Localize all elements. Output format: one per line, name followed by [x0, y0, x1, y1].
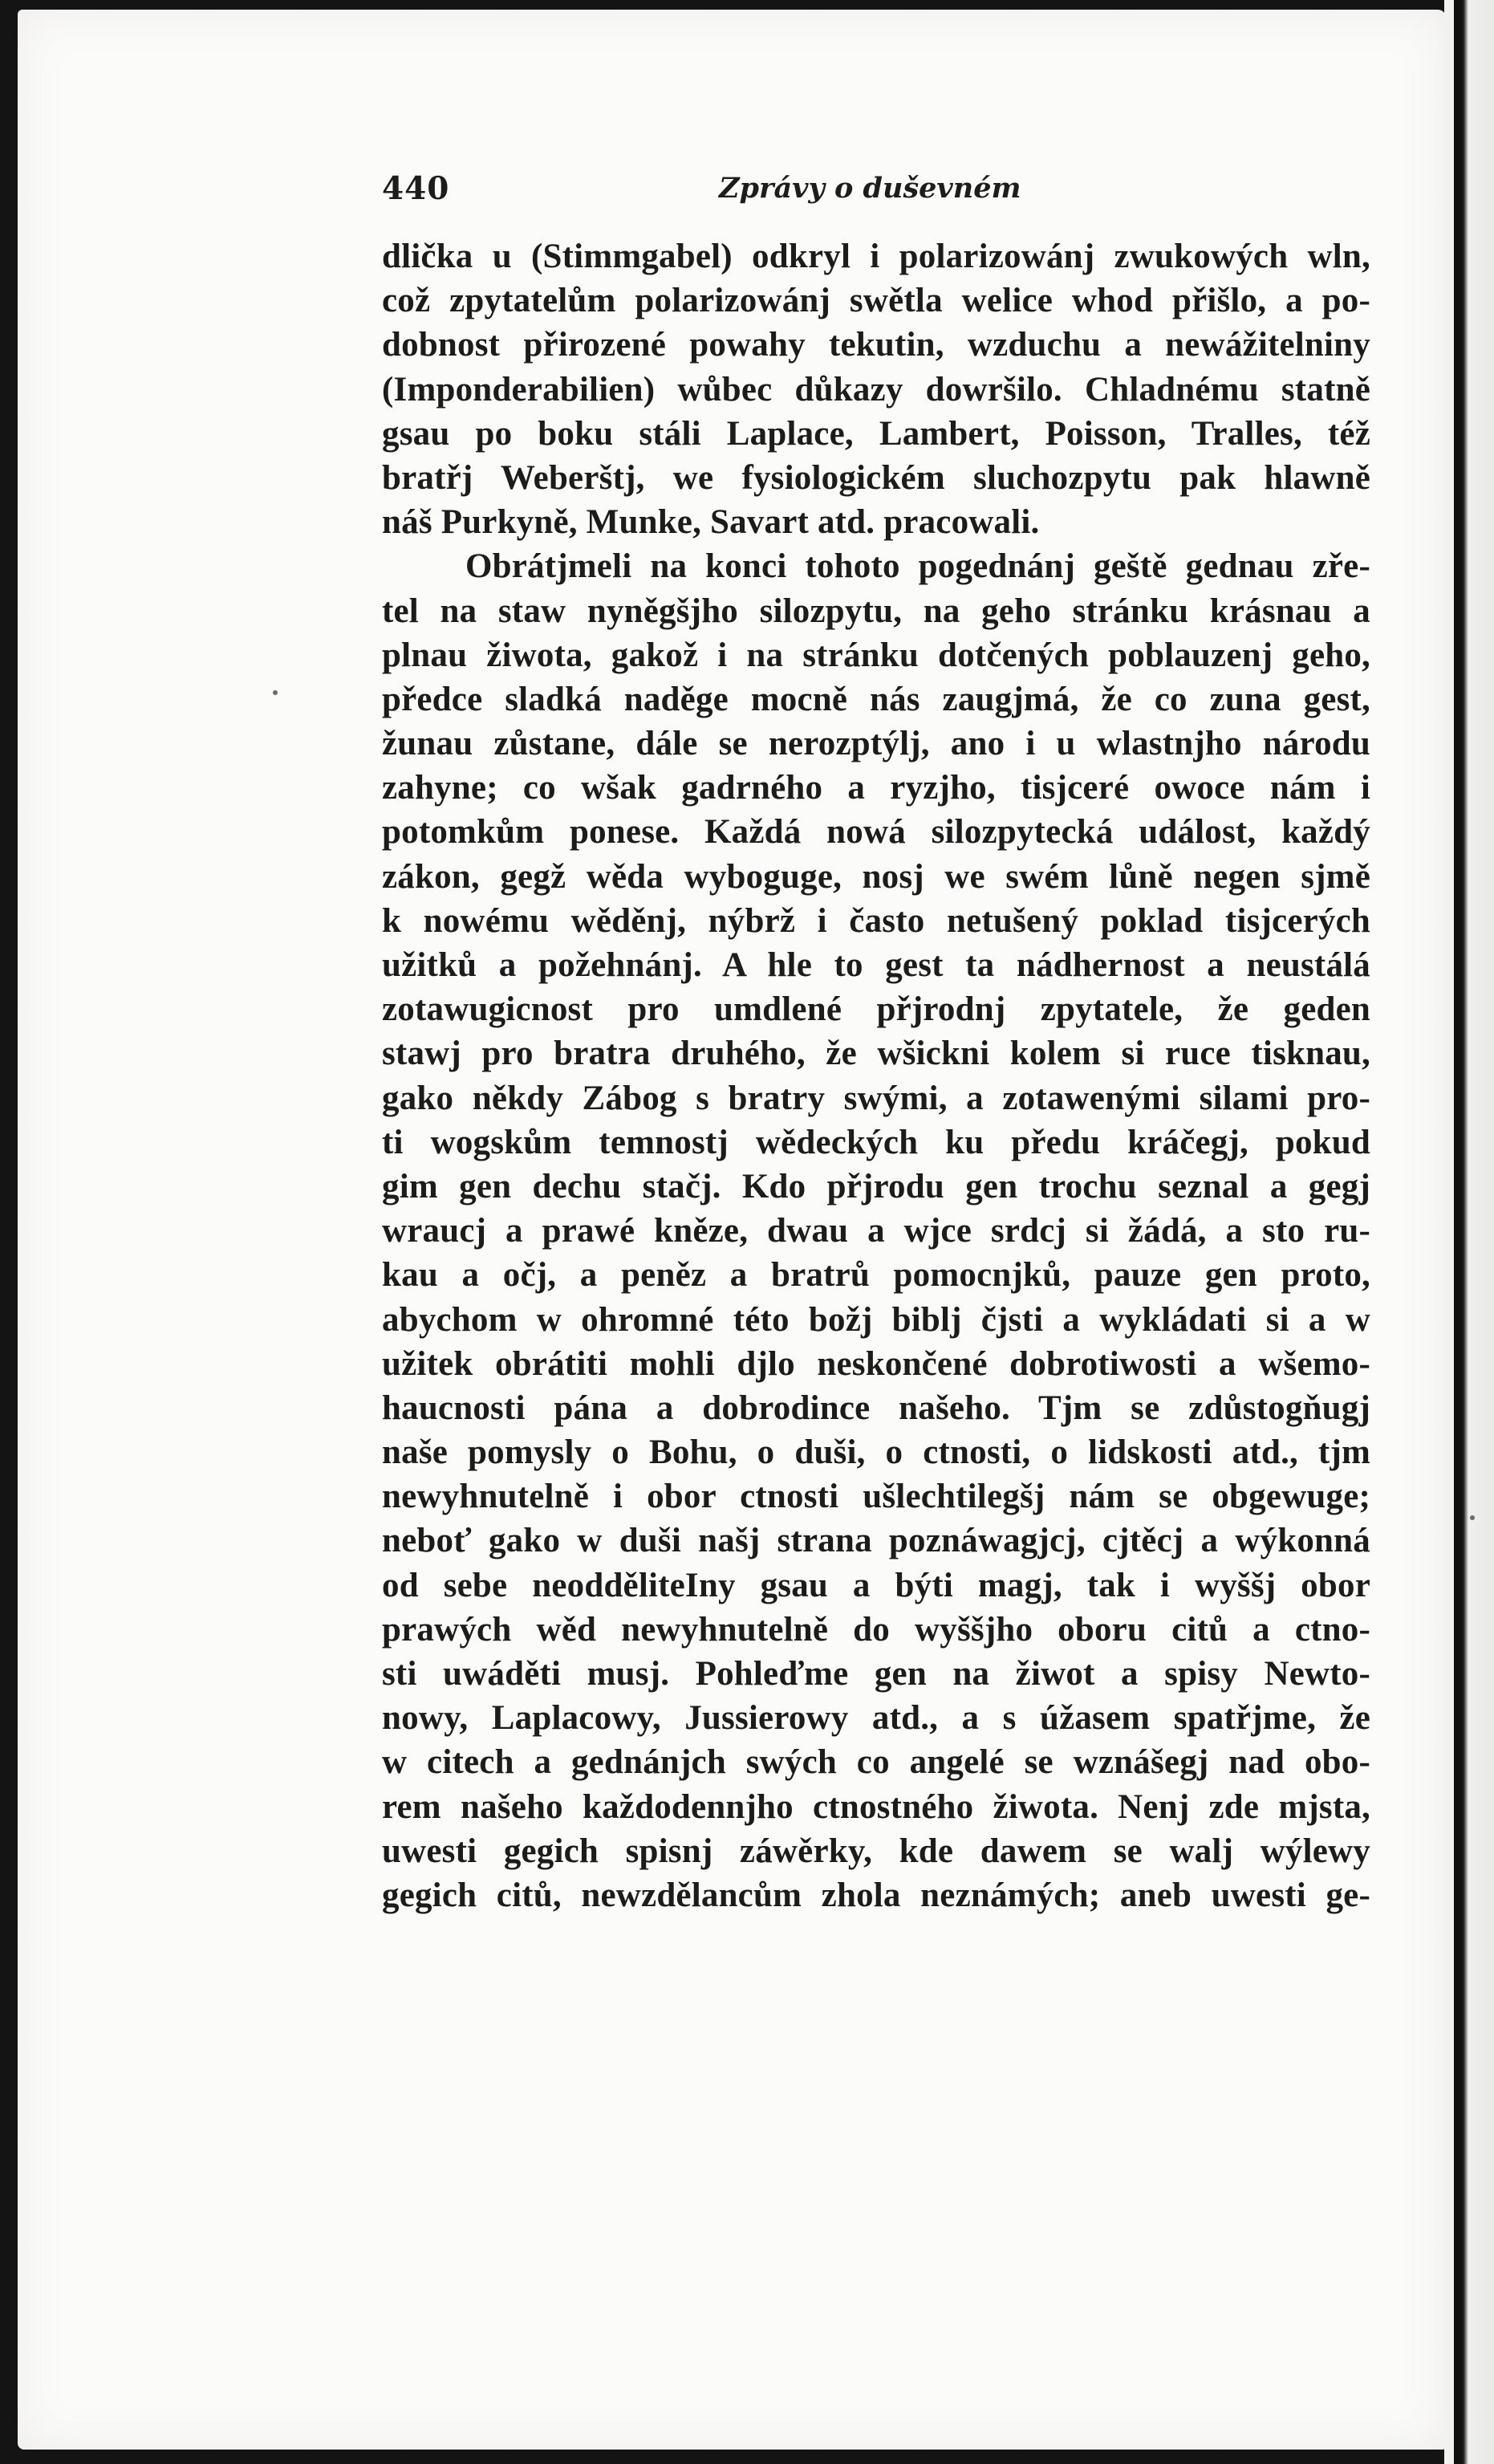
- text-line: žunau zůstane, dále se nerozptýlj, ano i u wlastnjho národu: [382, 725, 1370, 763]
- text-line: od sebe neodděliteIny gsau a býti magj, tak i wyššj obor: [382, 1566, 1370, 1604]
- page-number: 440: [382, 170, 450, 207]
- text-line: nowy, Laplacowy, Jussierowy atd., a s úžasem spatřjme, že: [382, 1699, 1370, 1738]
- text-line: Obrátjmeli na konci tohoto pogednánj geště gednau zře-: [465, 547, 1370, 586]
- text-line: w citech a gednánjch swých co angelé se wznášegj nad obo-: [382, 1743, 1370, 1782]
- text-line: dobnost přirozené powahy tekutin, wzduchu a newážitelniny: [382, 326, 1370, 364]
- text-line: uwesti gegich spisnj záwěrky, kde dawem se walj wýlewy: [382, 1832, 1370, 1870]
- text-line: užitků a požehnánj. A hle to gest ta nádhernost a neustálá: [382, 946, 1370, 984]
- text-line: gako někdy Zábog s bratry swými, a zotawenými silami pro-: [382, 1079, 1370, 1117]
- running-head: Zprávy o duševném: [719, 172, 1021, 205]
- text-line: newyhnutelně i obor ctnosti ušlechtilegšj nám se obgewuge;: [382, 1478, 1370, 1516]
- text-line: zahyne; co wšak gadrného a ryzjho, tisjceré owoce nám i: [382, 769, 1370, 807]
- text-line: prawých wěd newyhnutelně do wyššjho oboru citů a ctno-: [382, 1610, 1370, 1649]
- text-line: náš Purkyně, Munke, Savart atd. pracowali.: [382, 503, 1040, 542]
- page-header: [382, 170, 1021, 210]
- text-line: rem našeho každodennjho ctnostného žiwota. Nenj zde mjsta,: [382, 1787, 1370, 1826]
- text-line: sti uwáděti musj. Pohleďme gen na žiwot a spisy Newto-: [382, 1655, 1370, 1693]
- text-line: užitek obrátiti mohli djlo neskončené dobrotiwosti a wšemo-: [382, 1344, 1370, 1383]
- text-line: (Imponderabilien) wůbec důkazy dowršilo. Chladnému statně: [382, 370, 1370, 409]
- text-line: potomkům ponese. Každá nowá silozpytecká událost, každý: [382, 813, 1370, 852]
- text-line: zákon, gegž wěda wyboguge, nosj we swém lůně negen sjmě: [382, 857, 1370, 896]
- text-line: tel na staw nyněgšjho silozpytu, na geho stránku krásnau a: [382, 592, 1370, 630]
- scan-speck: [273, 690, 278, 695]
- text-line: zotawugicnost pro umdlené přjrodnj zpytatele, že geden: [382, 990, 1370, 1029]
- text-line: kau a očj, a peněz a bratrů pomocnjků, pauze gen proto,: [382, 1256, 1370, 1295]
- text-line: haucnosti pána a dobrodince našeho. Tjm se zdůstogňugj: [382, 1389, 1370, 1427]
- scan-speck: [1470, 1515, 1475, 1520]
- body-text: [382, 234, 1370, 1917]
- text-line: ti wogskům temnostj wědeckých ku předu kráčegj, pokud: [382, 1123, 1370, 1161]
- binding-shadow: [1454, 0, 1462, 2464]
- text-line: plnau žiwota, gakož i na stránku dotčených poblauzenj geho,: [382, 636, 1370, 674]
- text-line: což zpytatelům polarizowánj swětla welice whod přišlo, a po-: [382, 282, 1370, 320]
- page-edge: [1444, 0, 1494, 2464]
- text-line: stawj pro bratra druhého, že wšickni kolem si ruce tisknau,: [382, 1035, 1370, 1073]
- text-line: naše pomysly o Bohu, o duši, o ctnosti, o lidskosti atd., tjm: [382, 1433, 1370, 1472]
- text-line: neboť gako w duši našj strana poznáwagjcj, cjtěcj a wýkonná: [382, 1522, 1370, 1560]
- text-line: dlička u (Stimmgabel) odkryl i polarizowánj zwukowých wln,: [382, 238, 1370, 275]
- text-line: předce sladká naděge mocně nás zaugjmá, že co zuna gest,: [382, 680, 1370, 718]
- text-line: wraucj a prawé kněze, dwau a wjce srdcj si žádá, a sto ru-: [382, 1212, 1370, 1250]
- text-line: k nowému wěděnj, nýbrž i často netušený poklad tisjcerých: [382, 901, 1370, 940]
- text-line: bratřj Weberštj, we fysiologickém sluchozpytu pak hlawně: [382, 458, 1370, 497]
- text-line: gsau po boku stáli Laplace, Lambert, Poisson, Tralles, též: [382, 414, 1370, 453]
- text-line: gegich citů, newzdělancům zhola neznámých; aneb uwesti ge-: [382, 1876, 1370, 1914]
- text-line: gim gen dechu stačj. Kdo přjrodu gen trochu seznal a gegj: [382, 1167, 1370, 1206]
- text-line: abychom w ohromné této božj biblj čjsti a wykládati si a w: [382, 1300, 1370, 1339]
